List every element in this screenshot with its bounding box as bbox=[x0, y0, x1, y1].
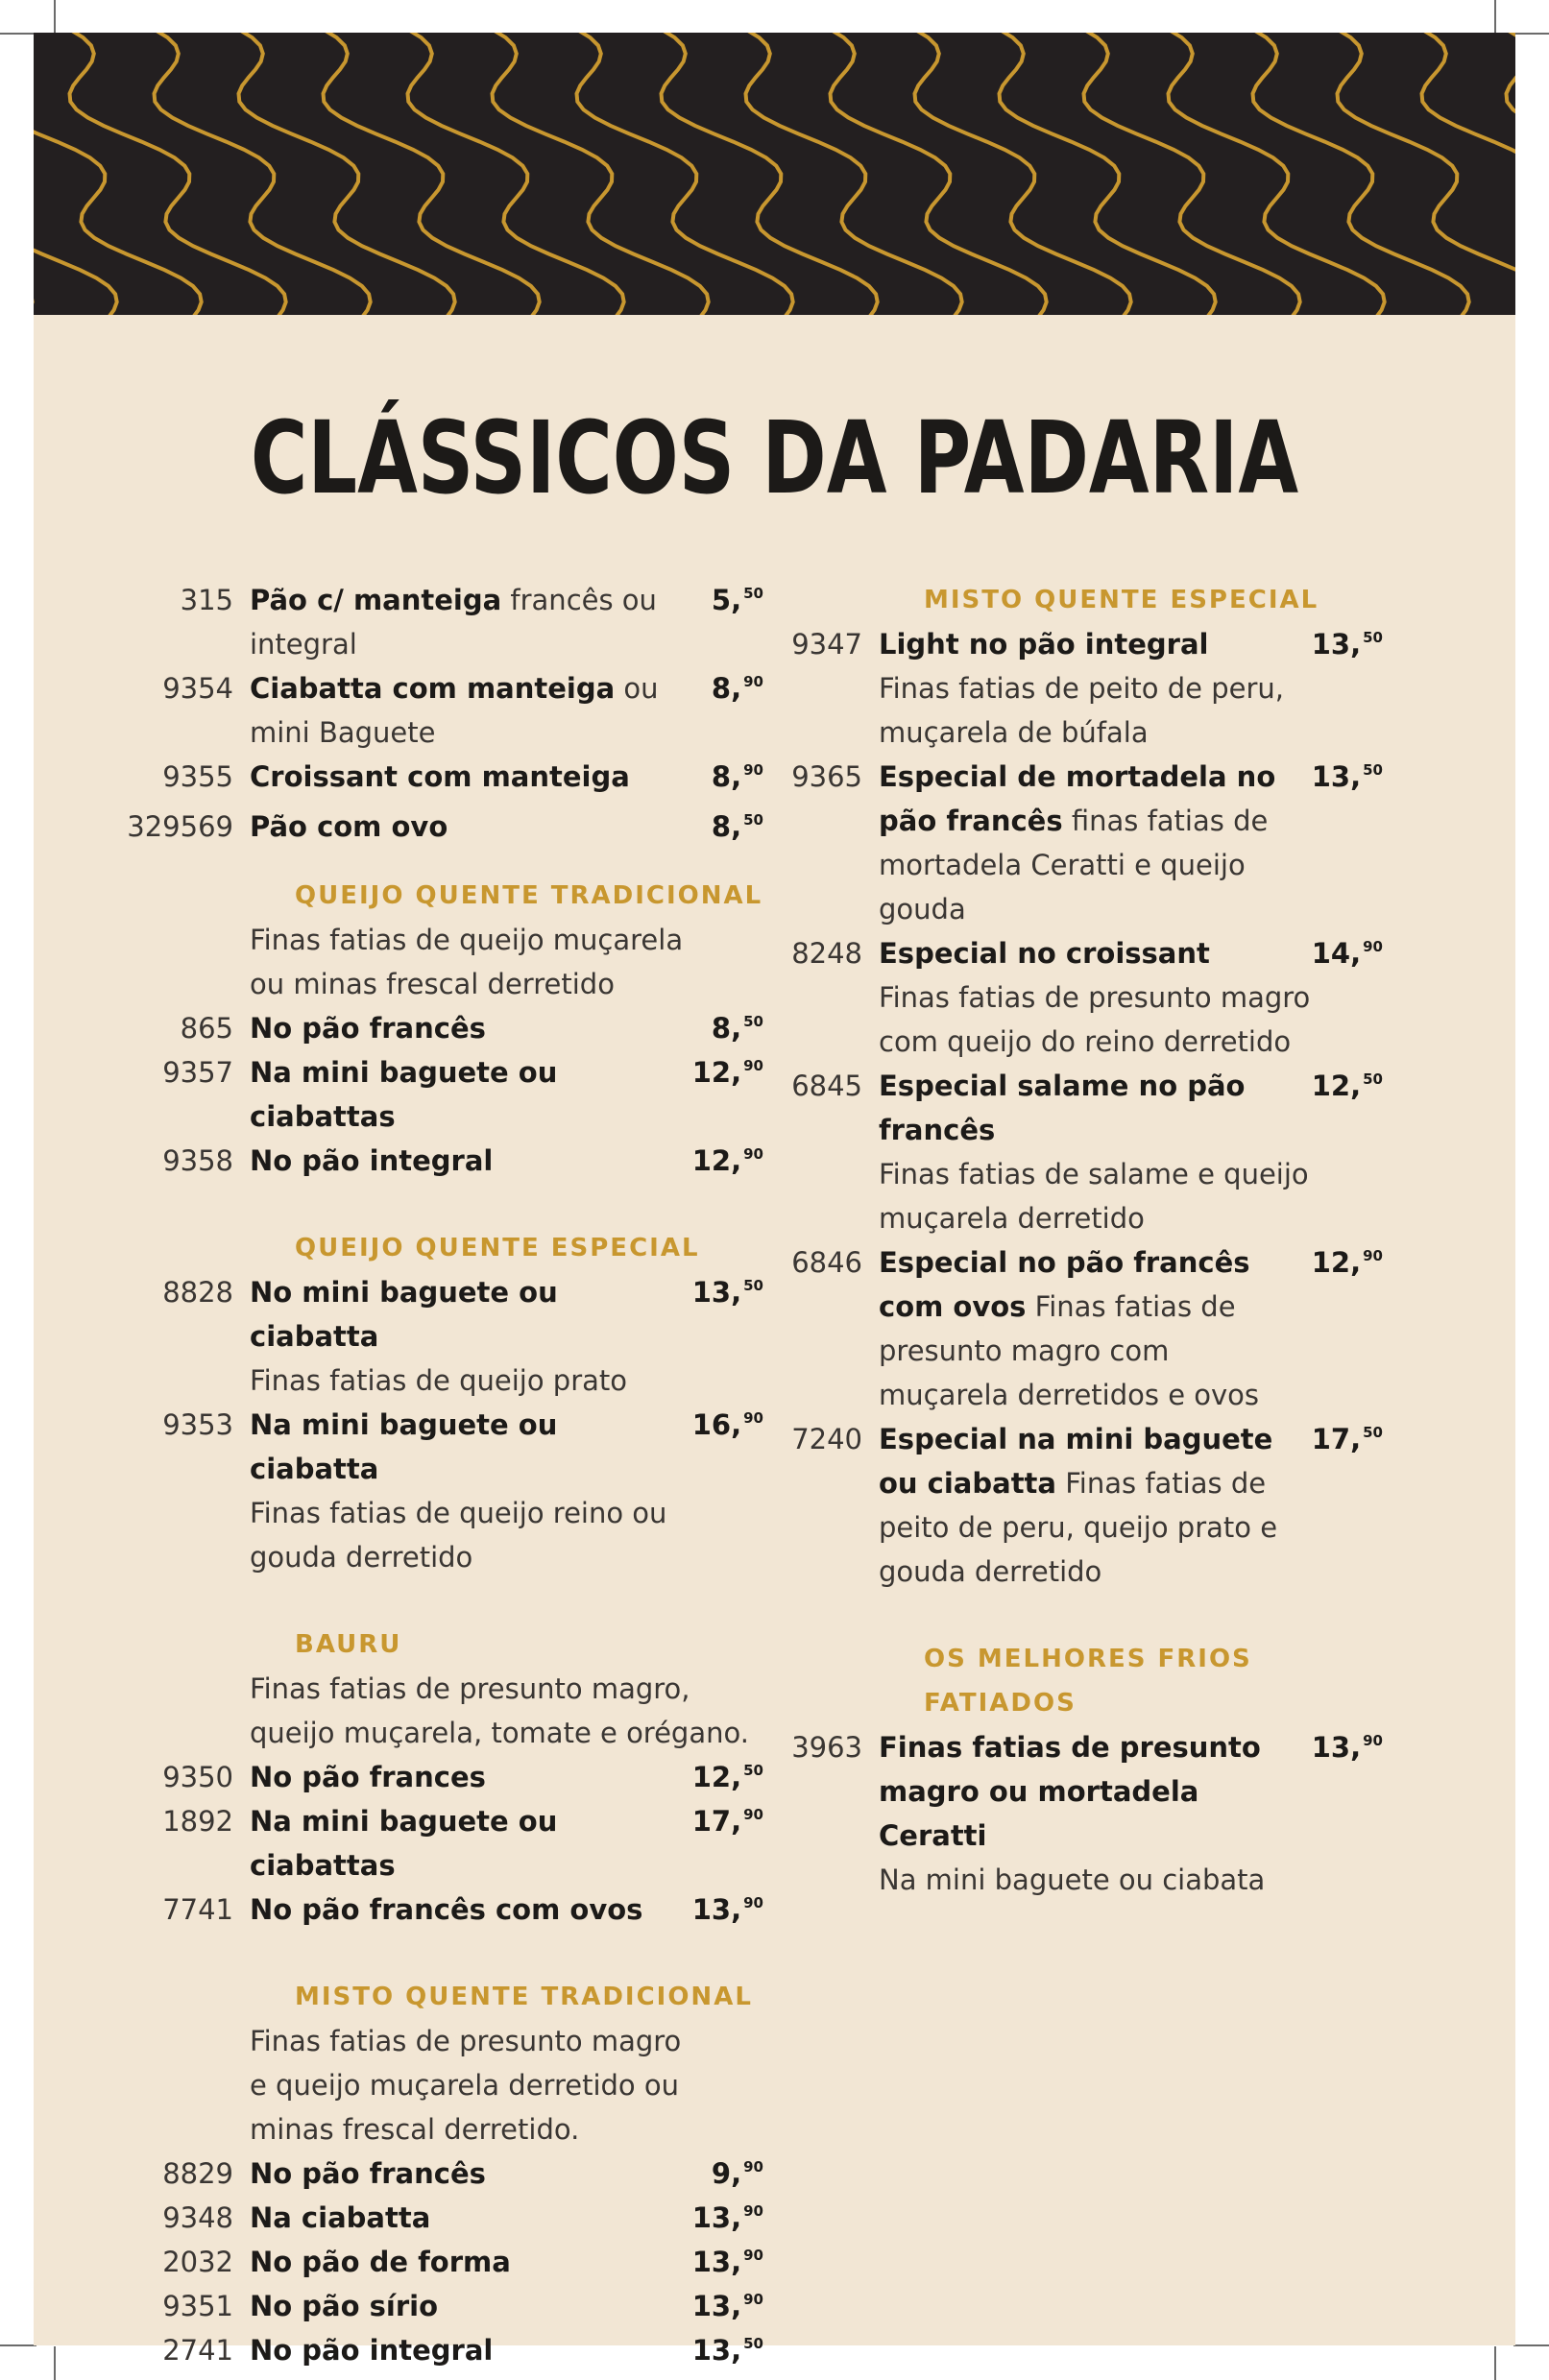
item-note: Finas fatias de presunto magro com muçarela derretidos e ovos bbox=[879, 1290, 1260, 1411]
item-name: No pão francês bbox=[250, 2157, 486, 2190]
item-name: Na mini baguete ou ciabattas bbox=[250, 1056, 558, 1133]
section-heading: QUEIJO QUENTE ESPECIAL bbox=[295, 1234, 700, 1262]
item-price: 5, $^{50}$ bbox=[711, 584, 763, 616]
wave-stripe bbox=[963, 33, 1216, 315]
item-code: 9355 bbox=[162, 760, 233, 793]
item-code: 2032 bbox=[162, 2246, 233, 2278]
crop-mark bbox=[0, 2344, 36, 2346]
item-description: Finas fatias de queijo reino ou bbox=[250, 1497, 667, 1529]
item-price: 13, $^{50}$ bbox=[691, 2334, 763, 2367]
item-name: No pão francês com ovos bbox=[250, 1893, 643, 1926]
menu-item bbox=[110, 578, 763, 666]
section-description: Finas fatias de queijo muçarela bbox=[250, 924, 684, 956]
wave-stripe bbox=[203, 33, 455, 315]
item-code: 9348 bbox=[162, 2201, 233, 2234]
wave-stripe bbox=[372, 33, 624, 315]
item-code: 1892 bbox=[162, 1805, 233, 1838]
item-code: 329569 bbox=[127, 810, 233, 843]
section-description: queijo muçarela, tomate e orégano. bbox=[250, 1717, 749, 1749]
item-name: Especial no pão francês com ovos bbox=[879, 1246, 1250, 1323]
item-price: 12, $^{90}$ bbox=[691, 1144, 763, 1177]
wave-stripe bbox=[456, 33, 709, 315]
menu-item bbox=[739, 622, 1383, 755]
section-heading: MISTO QUENTE ESPECIAL bbox=[924, 586, 1319, 614]
wave-stripe bbox=[287, 33, 540, 315]
item-name: Na mini baguete ou ciabattas bbox=[250, 1805, 558, 1882]
item-price: 17, $^{90}$ bbox=[691, 1805, 763, 1838]
item-name: No pão de forma bbox=[250, 2246, 511, 2278]
wave-stripe bbox=[118, 33, 371, 315]
item-price: 13, $^{90}$ bbox=[691, 2246, 763, 2278]
wave-stripe bbox=[34, 33, 202, 315]
item-code: 7240 bbox=[791, 1423, 862, 1455]
item-code: 6845 bbox=[791, 1070, 862, 1102]
item-price: 13, $^{50}$ bbox=[691, 1276, 763, 1309]
item-code: 8828 bbox=[162, 1276, 233, 1309]
menu-item bbox=[110, 2284, 763, 2328]
item-name: No pão frances bbox=[250, 1761, 486, 1793]
item-price: 8, $^{90}$ bbox=[711, 672, 763, 705]
menu-item bbox=[110, 1050, 763, 1139]
menu-item bbox=[110, 1270, 763, 1358]
left-column bbox=[110, 578, 763, 2372]
menu-item bbox=[110, 2196, 763, 2240]
wave-stripe bbox=[879, 33, 1131, 315]
item-code: 9347 bbox=[791, 628, 862, 661]
menu-item bbox=[739, 1417, 1383, 1594]
item-name: No mini baguete ou ciabatta bbox=[250, 1276, 558, 1353]
item-note: ou mini Baguete bbox=[250, 672, 659, 749]
item-name: Na mini baguete ou ciabatta bbox=[250, 1408, 558, 1485]
item-note: Finas fatias de peito de peru, queijo prato e gouda derretido bbox=[879, 1467, 1278, 1588]
menu-item bbox=[110, 1755, 763, 1799]
wave-stripe bbox=[34, 33, 286, 315]
item-price: 12, $^{90}$ bbox=[691, 1056, 763, 1089]
menu-item bbox=[110, 2328, 763, 2372]
menu-item bbox=[110, 1006, 763, 1050]
item-code: 9351 bbox=[162, 2290, 233, 2322]
menu-item bbox=[110, 2240, 763, 2284]
item-price: 8, $^{50}$ bbox=[711, 1012, 763, 1045]
wave-stripe bbox=[1470, 33, 1515, 315]
menu-item bbox=[110, 1799, 763, 1887]
item-description: Na mini baguete ou ciabata bbox=[879, 1863, 1266, 1896]
menu-item bbox=[739, 931, 1383, 975]
item-description: muçarela derretido bbox=[879, 1202, 1145, 1235]
menu-item bbox=[110, 1887, 763, 1932]
item-price: 13, $^{50}$ bbox=[1311, 628, 1383, 661]
item-code: 9354 bbox=[162, 672, 233, 705]
item-name: No pão integral bbox=[250, 2334, 494, 2367]
wave-pattern bbox=[34, 33, 1515, 315]
section-description: minas frescal derretido. bbox=[250, 2113, 580, 2146]
item-code: 3963 bbox=[791, 1731, 862, 1764]
item-price: 12, $^{50}$ bbox=[1311, 1070, 1383, 1102]
wave-stripe bbox=[1217, 33, 1469, 315]
crop-mark bbox=[54, 0, 56, 33]
wave-stripe bbox=[794, 33, 1047, 315]
item-note: finas fatias de mortadela Ceratti e queijo gouda bbox=[879, 805, 1269, 926]
item-name: Ciabatta com manteiga bbox=[250, 672, 616, 705]
crop-mark bbox=[1513, 33, 1549, 35]
menu-item bbox=[110, 1403, 763, 1491]
section-heading: BAURU bbox=[295, 1630, 402, 1659]
item-code: 9350 bbox=[162, 1761, 233, 1793]
item-price: 16, $^{90}$ bbox=[691, 1408, 763, 1441]
section-description: Finas fatias de presunto magro, bbox=[250, 1672, 690, 1705]
menu-item bbox=[110, 666, 763, 755]
item-price: 17, $^{50}$ bbox=[1311, 1423, 1383, 1455]
wave-stripe bbox=[1132, 33, 1385, 315]
item-code: 2741 bbox=[162, 2334, 233, 2367]
section-description: Finas fatias de presunto magro bbox=[250, 2025, 682, 2057]
wave-stripe bbox=[710, 33, 962, 315]
wave-stripe bbox=[1048, 33, 1300, 315]
item-code: 315 bbox=[180, 584, 233, 616]
item-name: No pão integral bbox=[250, 1144, 494, 1177]
section-heading: QUEIJO QUENTE TRADICIONAL bbox=[295, 881, 763, 910]
section-heading: OS MELHORES FRIOS FATIADOS bbox=[924, 1645, 1252, 1718]
item-name: Finas fatias de presunto magro ou mortadela Ceratti bbox=[879, 1731, 1261, 1852]
item-code: 865 bbox=[180, 1012, 233, 1045]
item-code: 9353 bbox=[162, 1408, 233, 1441]
crop-mark bbox=[54, 2346, 56, 2380]
wave-stripe bbox=[1301, 33, 1515, 315]
item-name: Especial de mortadela no pão francês bbox=[879, 760, 1276, 837]
menu-item bbox=[739, 1725, 1383, 1858]
item-name: Pão com ovo bbox=[250, 810, 448, 843]
item-price: 8, $^{50}$ bbox=[711, 810, 763, 843]
section-description: ou minas frescal derretido bbox=[250, 968, 615, 1000]
item-description: Finas fatias de presunto magro bbox=[879, 981, 1311, 1014]
item-price: 12, $^{50}$ bbox=[691, 1761, 763, 1793]
wave-stripe bbox=[541, 33, 793, 315]
menu-item bbox=[110, 2152, 763, 2196]
menu-item bbox=[110, 755, 763, 799]
crop-mark bbox=[1494, 2346, 1496, 2380]
wave-stripe bbox=[625, 33, 878, 315]
item-description: Finas fatias de salame e queijo bbox=[879, 1158, 1309, 1190]
item-description: Finas fatias de queijo prato bbox=[250, 1364, 628, 1397]
item-price: 13, $^{90}$ bbox=[691, 1893, 763, 1926]
item-price: 8, $^{90}$ bbox=[711, 760, 763, 793]
menu-item bbox=[739, 1240, 1383, 1417]
item-price: 13, $^{90}$ bbox=[1311, 1731, 1383, 1764]
item-name: Especial na mini baguete ou ciabatta bbox=[879, 1423, 1273, 1500]
item-name: Especial salame no pão francês bbox=[879, 1070, 1246, 1146]
item-note: francês ou integral bbox=[250, 584, 657, 661]
item-price: 13, $^{90}$ bbox=[691, 2290, 763, 2322]
item-description: com queijo do reino derretido bbox=[879, 1025, 1292, 1058]
item-note: Finas fatias de peito de peru, muçarela de búfala bbox=[879, 672, 1284, 749]
right-column bbox=[739, 578, 1383, 1902]
wave-banner bbox=[34, 33, 1515, 315]
menu-item bbox=[739, 755, 1383, 931]
menu-item bbox=[739, 1064, 1383, 1152]
section-description: e queijo muçarela derretido ou bbox=[250, 2069, 679, 2102]
item-code: 9358 bbox=[162, 1144, 233, 1177]
item-price: 9, $^{90}$ bbox=[711, 2157, 763, 2190]
item-price: 13, $^{50}$ bbox=[1311, 760, 1383, 793]
section-heading: MISTO QUENTE TRADICIONAL bbox=[295, 1983, 753, 2011]
crop-mark bbox=[1513, 2344, 1549, 2346]
item-code: 8248 bbox=[791, 937, 862, 970]
page-title: CLÁSSICOS DA PADARIA bbox=[250, 399, 1299, 517]
item-price: 12, $^{90}$ bbox=[1311, 1246, 1383, 1279]
item-name: Light no pão integral bbox=[879, 628, 1209, 661]
wave-stripe bbox=[1386, 33, 1515, 315]
item-name: Especial no croissant bbox=[879, 937, 1210, 970]
crop-mark bbox=[0, 33, 36, 35]
item-description: gouda derretido bbox=[250, 1541, 473, 1574]
item-code: 9365 bbox=[791, 760, 862, 793]
item-price: 14, $^{90}$ bbox=[1311, 937, 1383, 970]
item-name: No pão sírio bbox=[250, 2290, 439, 2322]
item-code: 7741 bbox=[162, 1893, 233, 1926]
item-name: Pão c/ manteiga bbox=[250, 584, 502, 616]
item-name: Na ciabatta bbox=[250, 2201, 431, 2234]
crop-mark bbox=[1494, 0, 1496, 33]
item-code: 9357 bbox=[162, 1056, 233, 1089]
menu-item bbox=[110, 805, 763, 849]
menu-item bbox=[110, 1139, 763, 1183]
item-name: Croissant com manteiga bbox=[250, 760, 630, 793]
item-code: 6846 bbox=[791, 1246, 862, 1279]
item-name: No pão francês bbox=[250, 1012, 486, 1045]
item-price: 13, $^{90}$ bbox=[691, 2201, 763, 2234]
item-code: 8829 bbox=[162, 2157, 233, 2190]
